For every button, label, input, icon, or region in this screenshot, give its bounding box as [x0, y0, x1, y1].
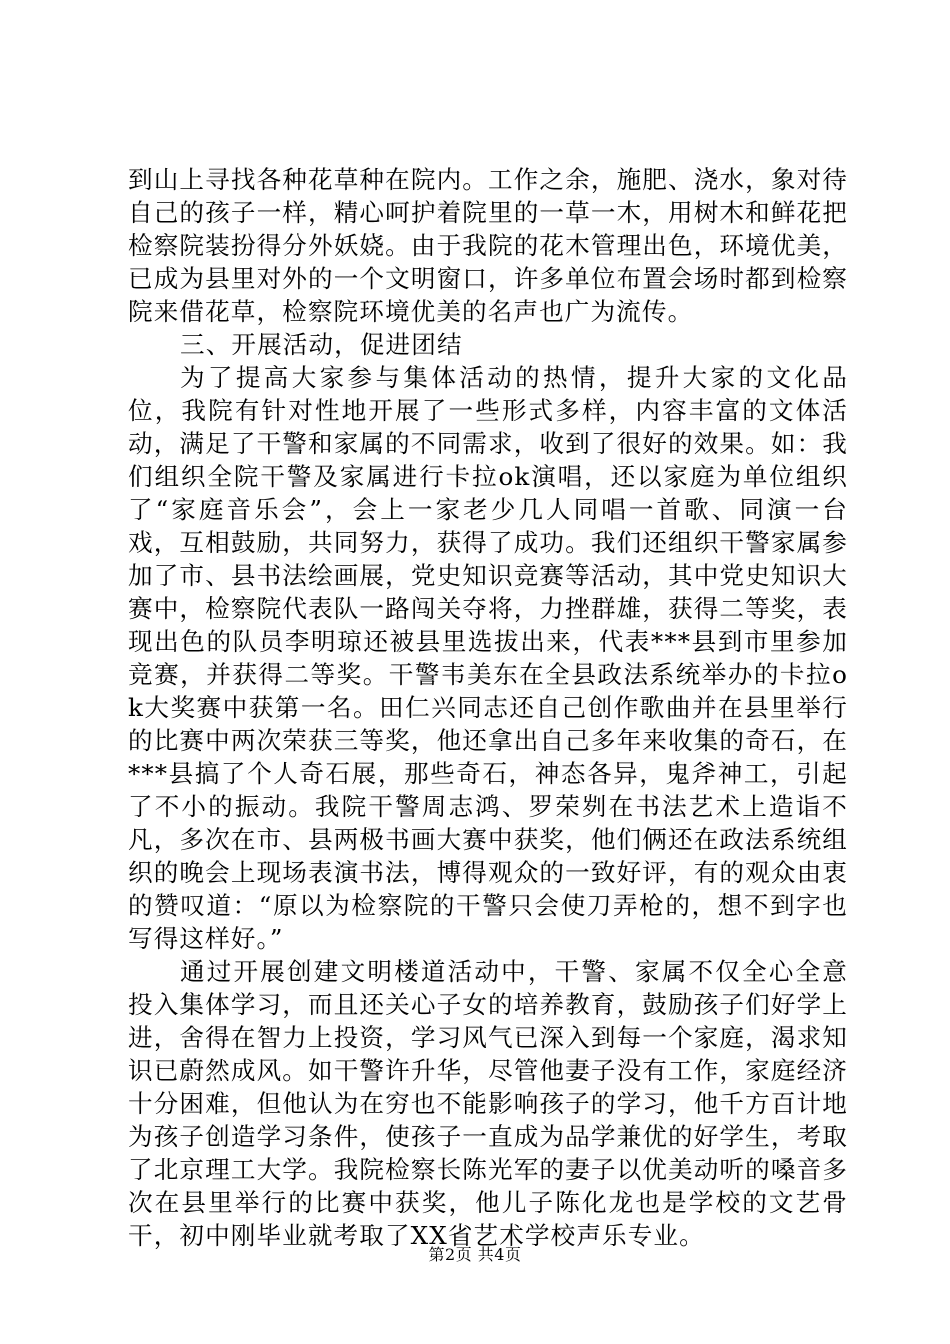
body-paragraph-2: 为了提高大家参与集体活动的热情，提升大家的文化品位，我院有针对性地开展了一些形式多样，内容丰富的文体活动，满足了干警和家属的不同需求，收到了很好的效果。如：我们组织全院干警及家属进行卡拉ok演唱，还以家庭为单位组织了“家庭音乐会”，会上一家老少几人同唱一首歌、同演一台戏，互相鼓励，共同努力，获得了成功。我们还组织干警家属参加了市、县书法绘画展，党史知识竞赛等活动，其中党史知识大赛中，检察院代表队一路闯关夺将，力挫群雄，获得二等奖，表现出色的队员李明琼还被县里选拔出来，代表***县到市里参加竞赛，并获得二等奖。干警韦美东在全县政法系统举办的卡拉ok大奖赛中获第一名。田仁兴同志还自己创作歌曲并在县里举行的比赛中两次荣获三等奖，他还拿出自己多年来收集的奇石，在***县搞了个人奇石展，那些奇石，神态各异，鬼斧神工，引起了不小的振动。我院干警周志鸿、罗荣刿在书法艺术上造诣不凡，多次在市、县两极书画大赛中获奖，他们俩还在政法系统组织的晚会上现场表演书法，博得观众的一致好评，有的观众由衷的赞叹道：“原以为检察院的干警只会使刀弄枪的，想不到字也写得这样好。”: [128, 363, 848, 953]
document-body: [128, 163, 848, 1252]
section-heading: 三、开展活动，促进团结: [180, 330, 463, 359]
body-paragraph-3: 通过开展创建文明楼道活动中，干警、家属不仅全心全意投入集体学习，而且还关心子女的培养教育，鼓励孩子们好学上进，舍得在智力上投资，学习风气已深入到每一个家庭，渴求知识已蔚然成风。如干警许升华，尽管他妻子没有工作，家庭经济十分困难，但他认为在穷也不能影响孩子的学习，他千方百计地为孩子创造学习条件，使孩子一直成为品学兼优的好学生，考取了北京理工大学。我院检察长陈光军的妻子以优美动听的嗓音多次在县里举行的比赛中获奖，他儿子陈化龙也是学校的文艺骨干，初中刚毕业就考取了XX省艺术学校声乐专业。: [128, 957, 848, 1250]
page-footer: 第2页 共4页: [428, 1245, 522, 1264]
body-paragraph-1: 到山上寻找各种花草种在院内。工作之余，施肥、浇水，象对待自己的孩子一样，精心呵护着院里的一草一木，用树木和鲜花把检察院装扮得分外妖娆。由于我院的花木管理出色，环境优美，已成为县里对外的一个文明窗口，许多单位布置会场时都到检察院来借花草，检察院环境优美的名声也广为流传。: [128, 165, 848, 326]
